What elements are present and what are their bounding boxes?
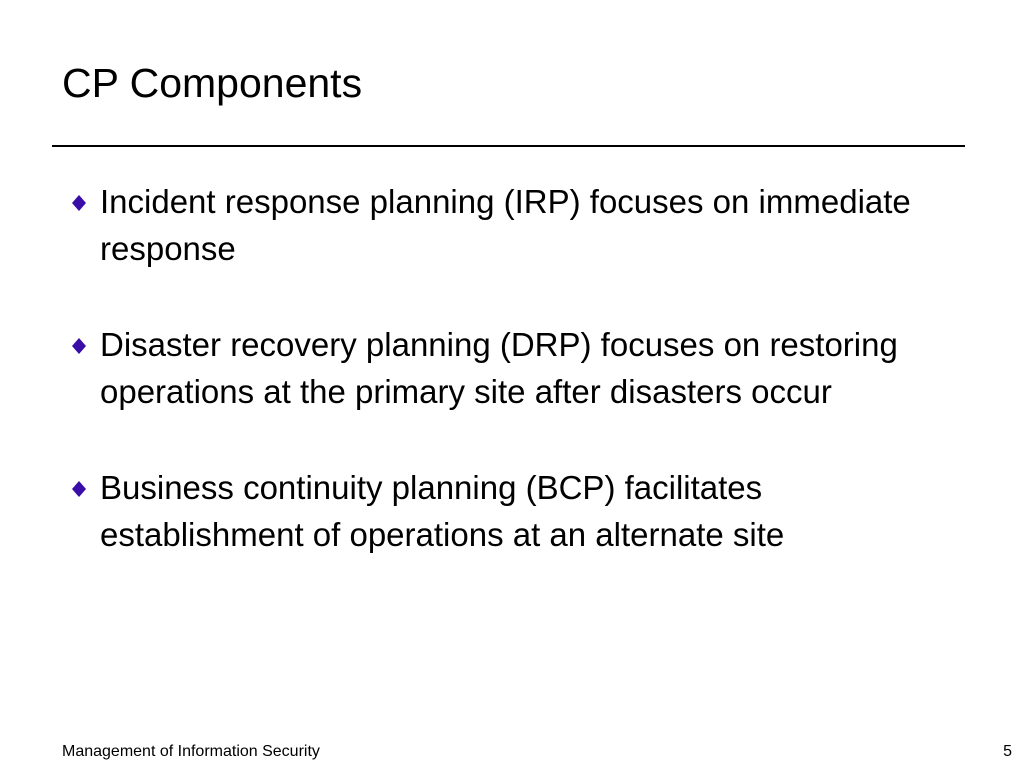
bullet-list — [64, 178, 964, 558]
title-divider — [52, 145, 965, 147]
footer-course-title: Management of Information Security — [62, 743, 320, 760]
slide-title: CP Components — [62, 60, 363, 106]
diamond-bullet-icon — [72, 338, 86, 354]
bullet-item — [64, 321, 964, 415]
diamond-bullet-icon — [72, 195, 86, 211]
diamond-bullet-icon — [72, 481, 86, 497]
bullet-text: Business continuity planning (BCP) facilitates establishment of operations at an alternate site — [100, 469, 785, 553]
footer-page-number: 5 — [1003, 743, 1012, 760]
bullet-item — [64, 178, 964, 272]
bullet-item — [64, 464, 964, 558]
bullet-text: Disaster recovery planning (DRP) focuses on restoring operations at the primary site after disasters occur — [100, 326, 898, 410]
bullet-text: Incident response planning (IRP) focuses on immediate response — [100, 183, 911, 267]
